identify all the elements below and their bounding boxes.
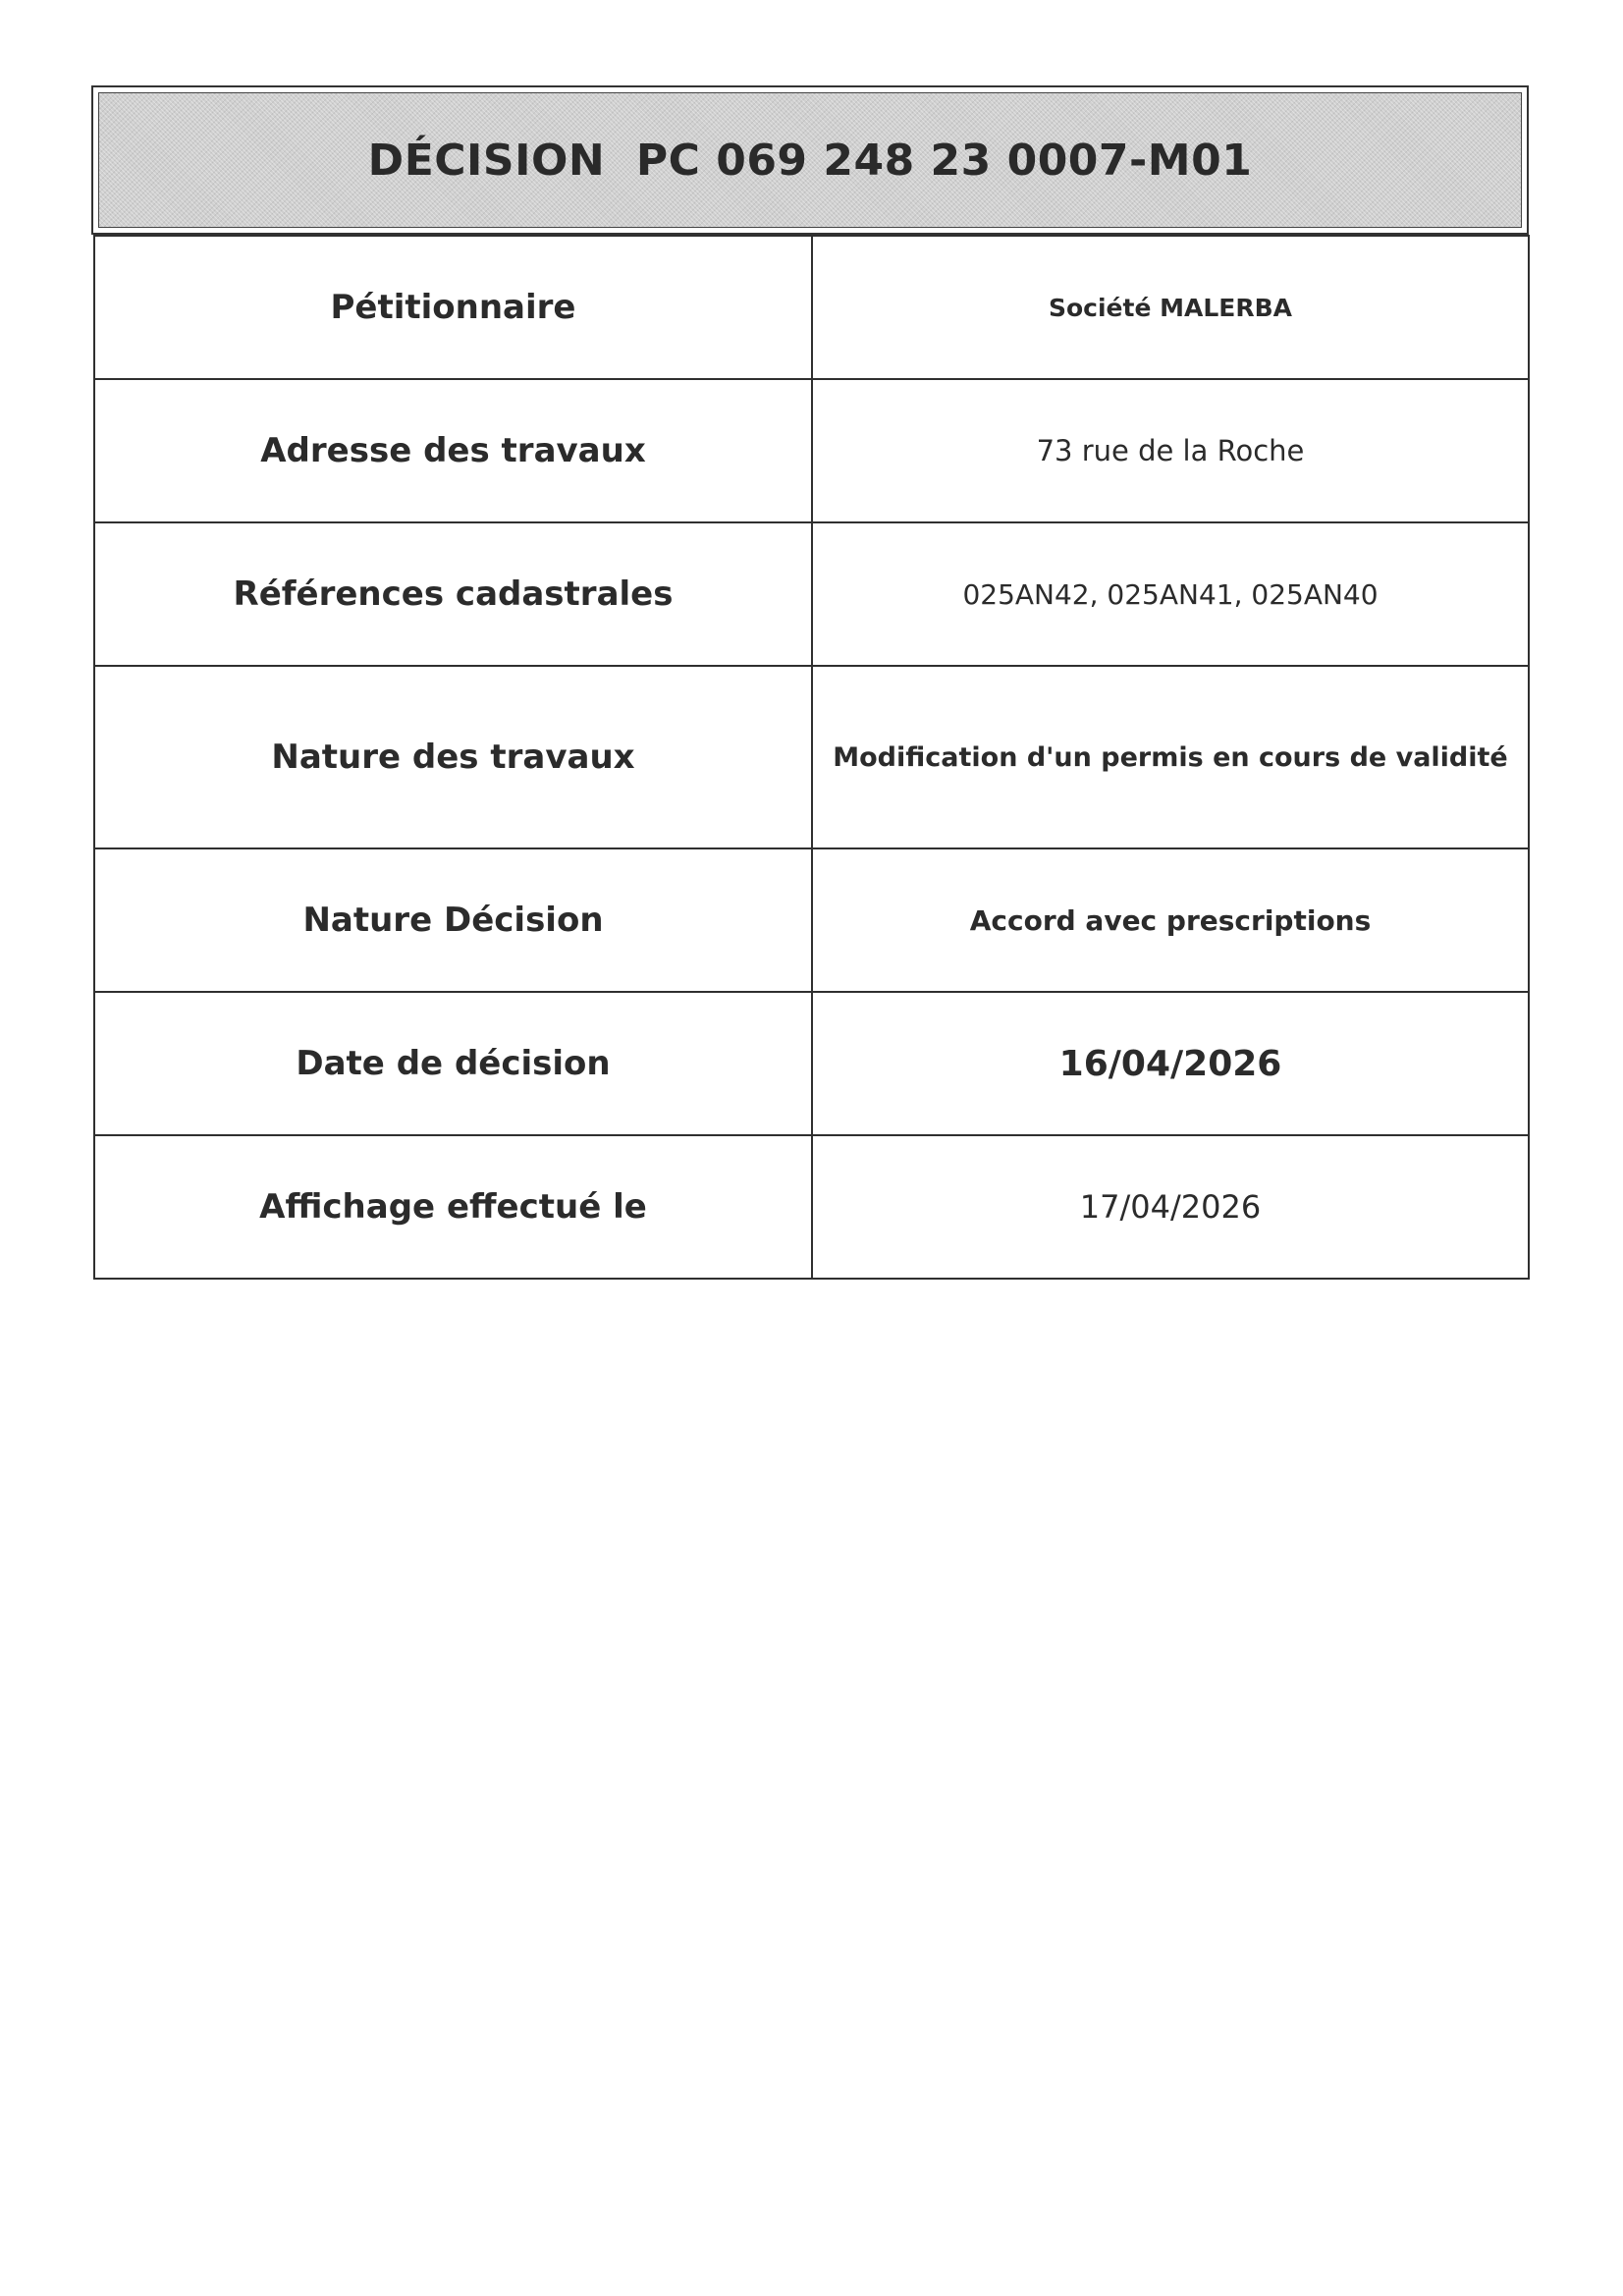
adresse-label: Adresse des travaux (94, 379, 812, 522)
table-row-petitionnaire (94, 236, 1529, 379)
title-banner (91, 85, 1529, 235)
date-decision-value: 16/04/2026 (812, 992, 1529, 1135)
affichage-value: 17/04/2026 (812, 1135, 1529, 1279)
nature-decision-value: Accord avec prescriptions (812, 848, 1529, 992)
date-decision-label: Date de décision (94, 992, 812, 1135)
references-value: 025AN42, 025AN41, 025AN40 (812, 522, 1529, 666)
table-row-adresse (94, 379, 1529, 522)
nature-decision-label: Nature Décision (94, 848, 812, 992)
decision-details-table (93, 235, 1530, 1280)
petitionnaire-value: Société MALERBA (812, 236, 1529, 379)
nature-travaux-label: Nature des travaux (94, 666, 812, 848)
table-row-affichage (94, 1135, 1529, 1279)
title-banner-inner (98, 92, 1522, 228)
references-label: Références cadastrales (94, 522, 812, 666)
petitionnaire-label: Pétitionnaire (94, 236, 812, 379)
nature-travaux-value: Modification d'un permis en cours de validité (812, 666, 1529, 848)
table-row-date-decision (94, 992, 1529, 1135)
table-row-references (94, 522, 1529, 666)
adresse-value: 73 rue de la Roche (812, 379, 1529, 522)
table-row-nature-decision (94, 848, 1529, 992)
decision-title: DÉCISION PC 069 248 23 0007-M01 (367, 135, 1253, 186)
affichage-label: Affichage effectué le (94, 1135, 812, 1279)
table-row-nature-travaux (94, 666, 1529, 848)
